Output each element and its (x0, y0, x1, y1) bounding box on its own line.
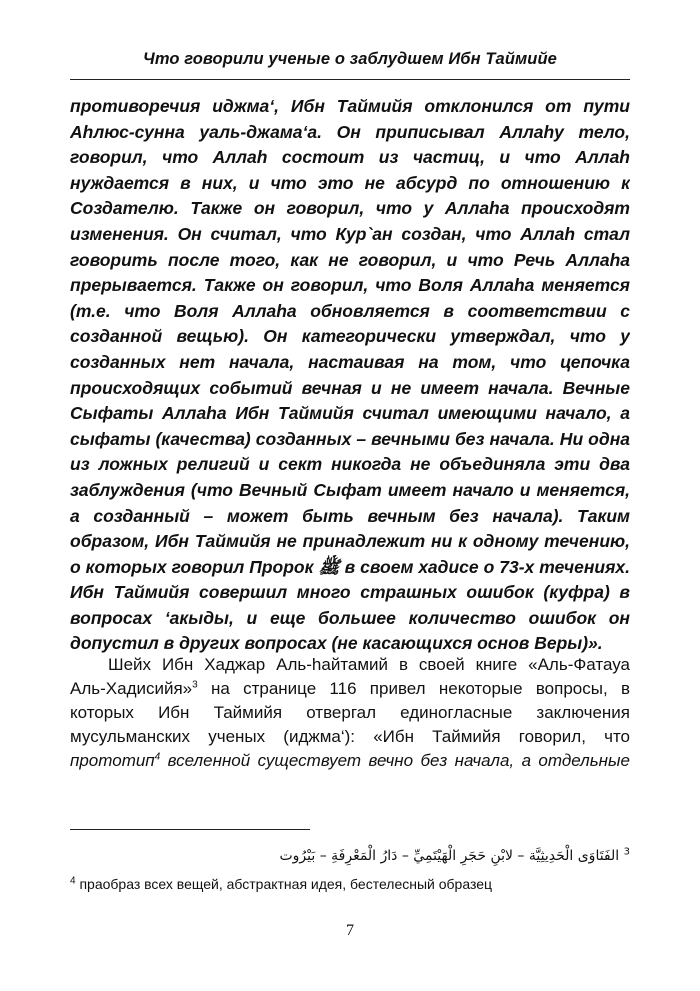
text-line: говорить после того, как не говорил, и что Речь Аллаhа (70, 249, 630, 270)
text-line: из ложных религий и сект никогда не объединяла эти два (70, 454, 630, 475)
text-line: Аhлюс-сунна уаль-джама‘а. Он приписывал Аллаhу тело, (70, 121, 630, 142)
footnote-number: 3 (623, 846, 630, 858)
page-header-title: Что говорили ученые о заблудшем Ибн Таймийе (143, 50, 557, 68)
header-divider (70, 79, 630, 80)
text-line: говорил, что Аллаh состоит из частиц, и что Аллаh (70, 147, 630, 168)
text-line: вопросах ‘акыды, и еще большее количество ошибок он (70, 607, 630, 628)
text-line: о которых говорил Пророк ﷺ в своем хадисе о 73-х течениях. (70, 556, 630, 577)
text-line: образом, Ибн Таймийя не принадлежит ни к одному течению, (70, 531, 630, 552)
footnote-ref-4[interactable]: 4 (154, 751, 161, 763)
body-paragraph (70, 653, 630, 773)
text-line: противоречия иджма‘, Ибн Таймийя отклонился от пути (70, 96, 630, 116)
text-line: изменения. Он считал, что Кур`ан создан, что Аллаh стал (70, 223, 630, 244)
bold-quote-paragraph (70, 94, 630, 657)
footnote-4 (70, 874, 630, 894)
text-line: которых Ибн Таймийя отвергал единогласные заключения (70, 703, 630, 722)
text-line: прерывается. Также он говорил, что Воля Аллаhа меняется (70, 275, 630, 296)
text-line (70, 677, 630, 701)
text-segment: прототип (70, 751, 155, 770)
footnote-divider (70, 829, 310, 830)
text-line (70, 749, 630, 773)
text-line: нуждается в них, и что это не абсурд по отношению к (70, 172, 630, 193)
footnote-3 (70, 846, 630, 866)
text-line: Создателю. Также он говорил, что у Аллаhа происходят (70, 198, 630, 219)
footnote-text: праобраз всех вещей, абстрактная идея, бестелесный образец (75, 876, 493, 892)
text-line: созданной вещью). Он категорически утверждал, что у (70, 326, 630, 347)
text-segment: Аль-Хадисийя» (70, 679, 193, 698)
text-line: Ибн Таймийя совершил много страшных ошибок (куфра) в (70, 582, 630, 603)
text-line: Сыфаты Аллаhа Ибн Таймийя считал имеющими начало, а (70, 403, 630, 424)
text-segment: на странице 116 привел некоторые вопросы, в (197, 679, 630, 698)
text-line: созданных нет начала, настаивая на том, что цепочка (70, 351, 630, 372)
text-line: сыфаты (качества) созданных – вечными без начала. Ни одна (70, 428, 630, 449)
page-number: 7 (346, 922, 354, 939)
footnote-number: 4 (70, 875, 76, 887)
footnote-text: الفَتَاوَى الْحَدِيثِيَّة – لابْنِ حَجَرِ الْهَيْتَمِيِّ – دَارُ الْمَعْرِفَةِ – بَيْرُوت (279, 848, 620, 864)
text-line: (т.е. что Воля Аллаhа обновляется в соответствии с (70, 300, 630, 321)
text-line: а созданный – может быть вечным без начала). Таким (70, 505, 630, 526)
text-line: допустил в других вопросах (не касающихся основ Веры)». (70, 633, 603, 654)
text-line: мусульманских ученых (иджма‘): «Ибн Таймийя говорил, что (70, 727, 630, 746)
footnote-ref-3[interactable]: 3 (192, 679, 198, 691)
text-line: Шейх Ибн Хаджар Аль-hайтамий в своей книге «Аль-Фатауа (108, 655, 630, 674)
text-line: заблуждения (что Вечный Сыфат имеет начало и меняется, (70, 479, 630, 500)
text-line: происходящих событий вечная и не имеет начала. Вечные (70, 377, 630, 398)
text-segment: вселенной существует вечно без начала, а отдельные (160, 751, 630, 770)
